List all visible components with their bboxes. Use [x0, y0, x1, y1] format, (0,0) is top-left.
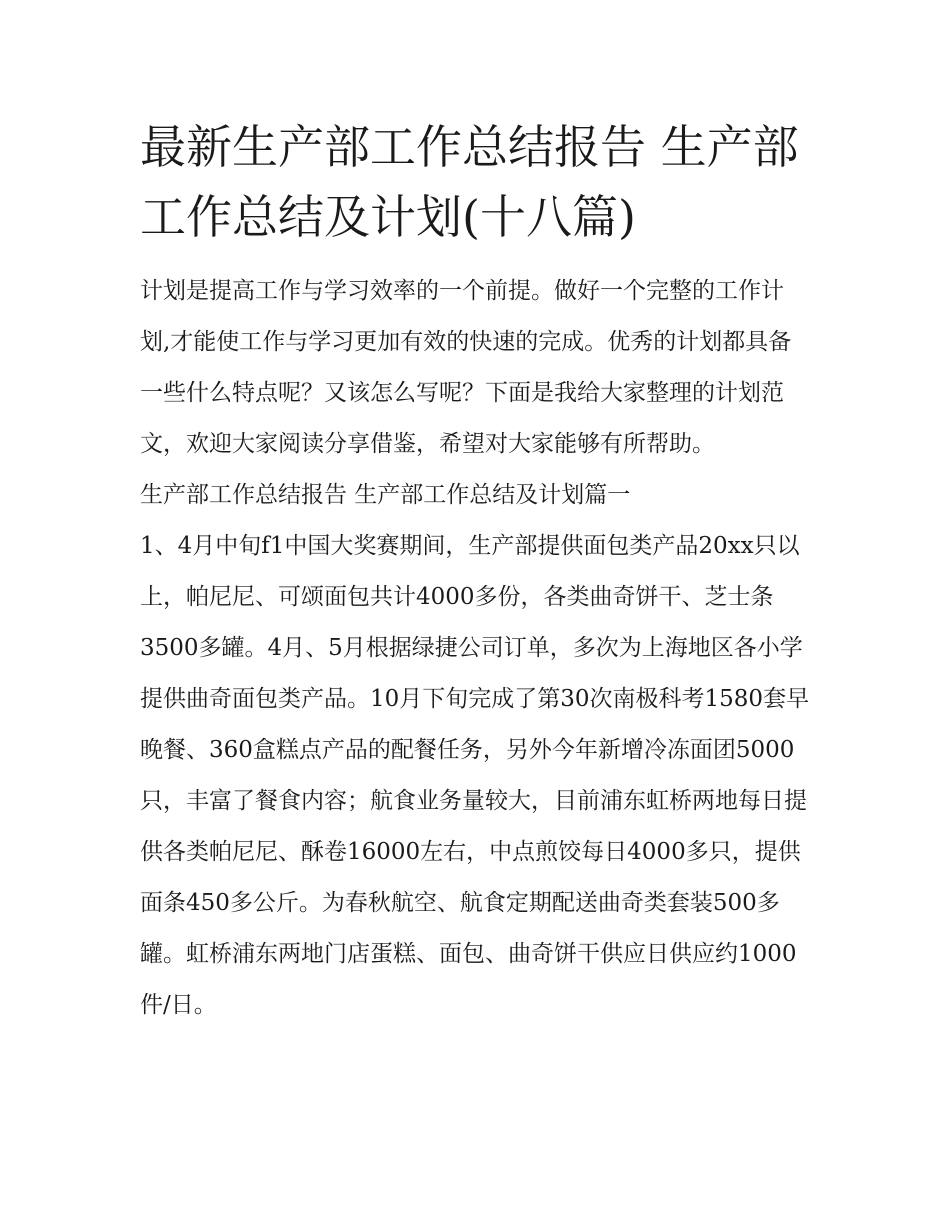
document-page — [140, 112, 812, 1031]
section-heading: 生产部工作总结报告 生产部工作总结及计划篇一 — [140, 482, 631, 508]
section-body-paragraph: 1、4月中旬f1中国大奖赛期间，生产部提供面包类产品20xx只以上，帕尼尼、可颂面包共计4000多份，各类曲奇饼干、芝士条3500多罐。4月、5月根据绿捷公司订单，多次为上海地区各小学提供曲奇面包类产品。10月下旬完成了第30次南极科考1580套早晚餐、360盒糕点产品的配餐任务，另外今年新增冷冻面团5000只，丰富了餐食内容；航食业务量较大，目前浦东虹桥两地每日提供各类帕尼尼、酥卷16000左右，中点煎饺每日4000多只，提供面条450多公斤。为春秋航空、航食定期配送曲奇类套装500多罐。虹桥浦东两地门店蛋糕、面包、曲奇饼干供应日供应约1000件/日。 — [140, 533, 810, 1018]
document-title: 最新生产部工作总结报告 生产部工作总结及计划(十八篇) — [140, 120, 799, 244]
intro-paragraph: 计划是提高工作与学习效率的一个前提。做好一个完整的工作计划,才能使工作与学习更加有效的快速的完成。优秀的计划都具备一些什么特点呢？又该怎么写呢？下面是我给大家整理的计划范文，欢迎大家阅读分享借鉴，希望对大家能够有所帮助。 — [140, 278, 792, 457]
